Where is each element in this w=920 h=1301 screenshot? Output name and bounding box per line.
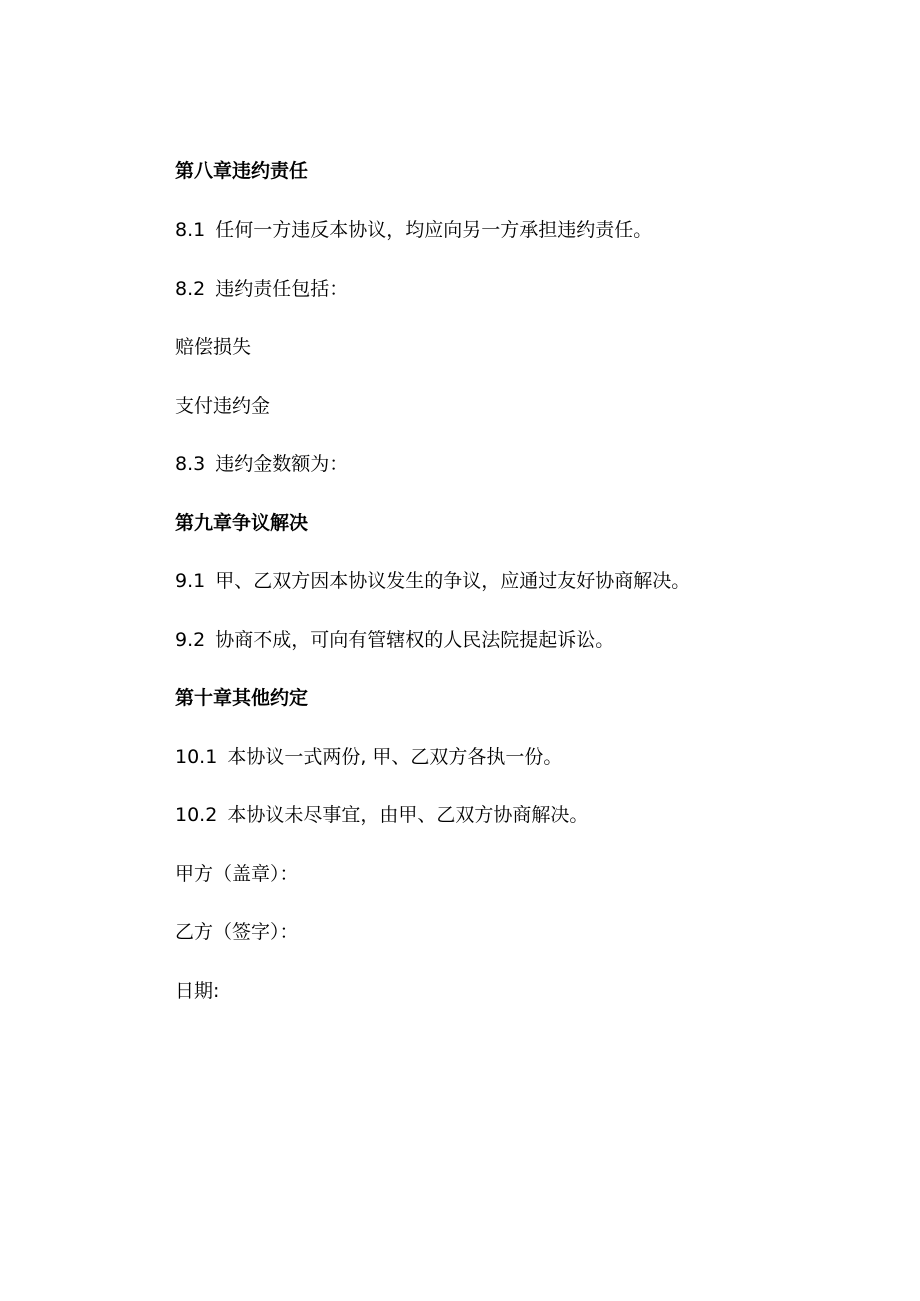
party-a-seal-label: 甲方（盖章）： — [175, 863, 299, 885]
clause-text: 本协议未尽事宜，由甲、乙双方协商解决。 — [227, 804, 589, 826]
chapter-10-title: 第十章其他约定 — [175, 687, 309, 709]
clause-10-2 — [175, 803, 588, 827]
clause-number: 10.2 — [175, 804, 218, 826]
clause-text: 违约金数额为： — [215, 453, 349, 475]
liability-item-penalty: 支付违约金 — [175, 395, 271, 417]
clause-number: 8.3 — [175, 453, 206, 475]
clause-number: 8.1 — [175, 219, 206, 241]
clause-8-3 — [175, 452, 348, 476]
chapter-8-title: 第八章违约责任 — [175, 160, 309, 182]
clause-number: 10.1 — [175, 746, 218, 768]
clause-10-1 — [175, 745, 562, 769]
date-label: 日期: — [175, 980, 220, 1002]
chapter-9-title: 第九章争议解决 — [175, 512, 309, 534]
clause-number: 8.2 — [175, 278, 206, 300]
clause-text: 甲、乙双方因本协议发生的争议，应通过友好协商解决。 — [215, 570, 691, 592]
clause-8-2 — [175, 277, 348, 301]
liability-item-compensation: 赔偿损失 — [175, 336, 252, 358]
clause-8-1 — [175, 218, 652, 242]
clause-9-2 — [175, 628, 614, 652]
clause-9-1 — [175, 569, 690, 593]
clause-number: 9.2 — [175, 629, 206, 651]
clause-text: 任何一方违反本协议，均应向另一方承担违约责任。 — [215, 219, 653, 241]
clause-number: 9.1 — [175, 570, 206, 592]
clause-text: 本协议一式两份, 甲、乙双方各执一份。 — [227, 746, 563, 768]
clause-text: 违约责任包括： — [215, 278, 349, 300]
party-b-signature-label: 乙方（签字）： — [175, 921, 299, 943]
clause-text: 协商不成，可向有管辖权的人民法院提起诉讼。 — [215, 629, 615, 651]
